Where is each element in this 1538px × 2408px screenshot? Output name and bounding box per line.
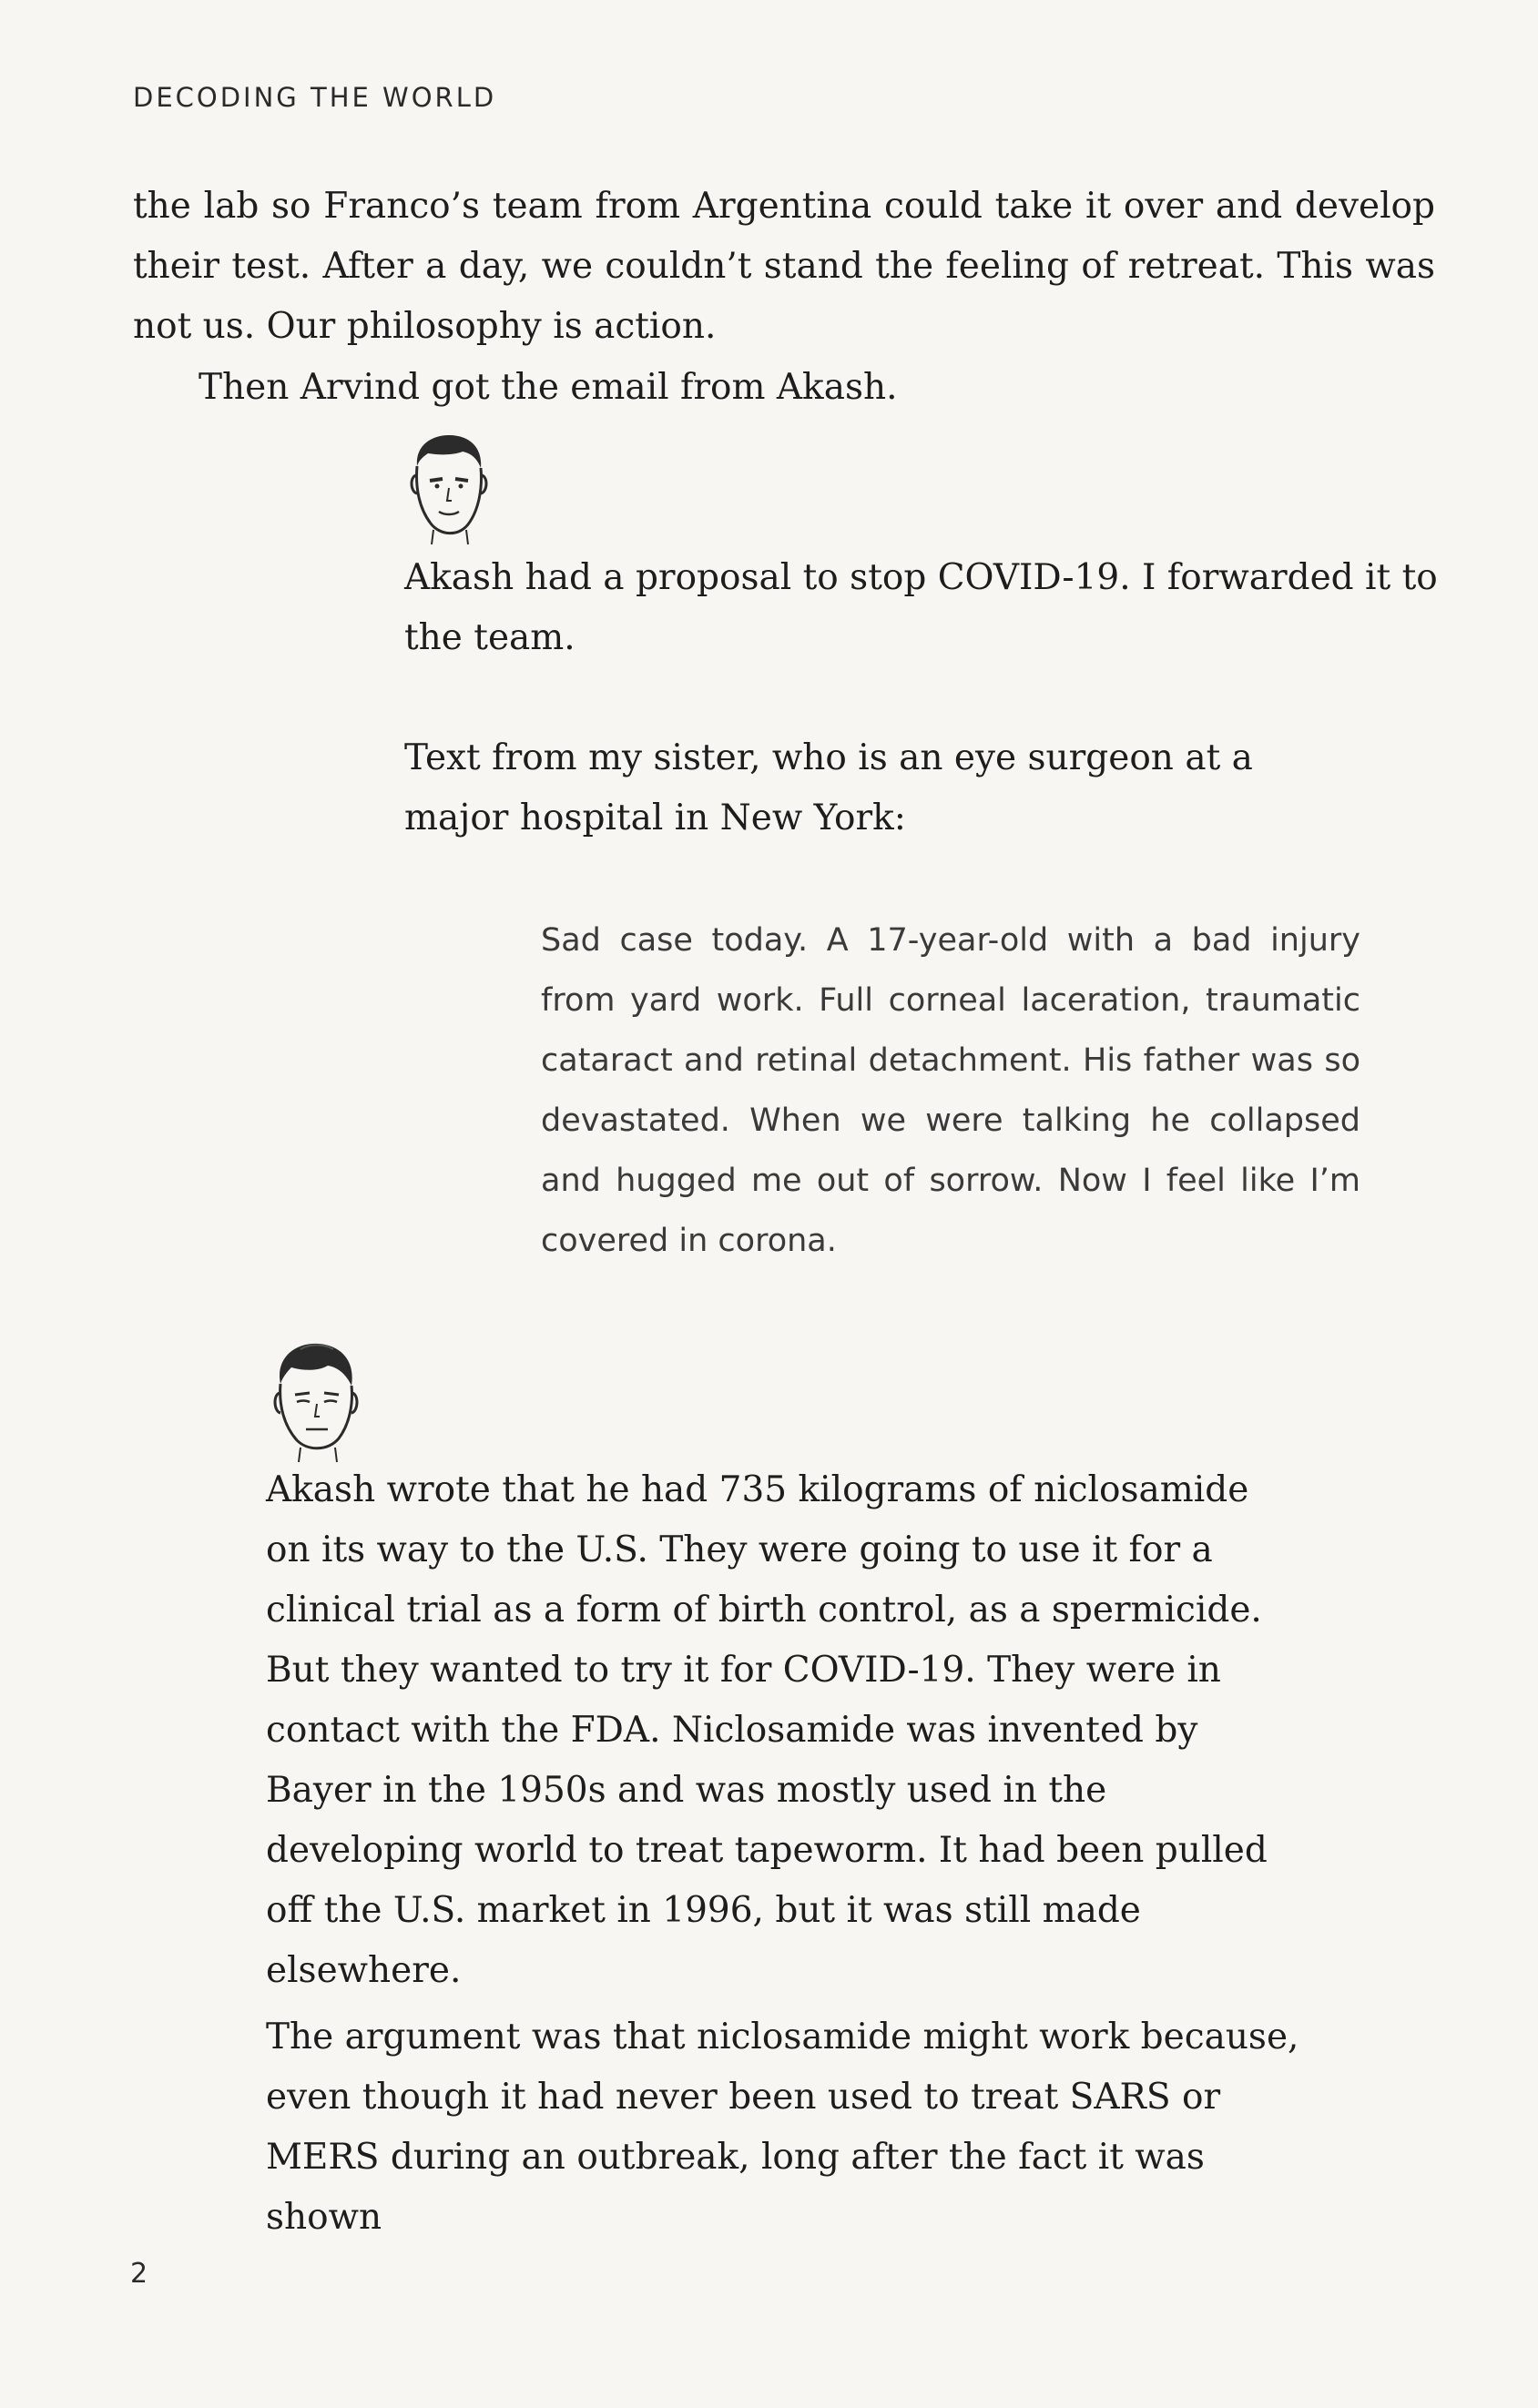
akash-portrait-icon — [264, 1338, 369, 1466]
paragraph-continuation: the lab so Franco’s team from Argentina could take it over and develop their test. After a day, we couldn’t stand the feeling of retreat. This was not us. Our philosophy is action. — [133, 186, 1435, 347]
arvind-portrait-icon — [399, 428, 499, 551]
arvind-paragraph-2: Text from my sister, who is an eye surgeon at a major hospital in New York: — [404, 737, 1253, 838]
paragraph-intro: Then Arvind got the email from Akash. — [199, 367, 898, 408]
running-head: DECODING THE WORLD — [133, 82, 497, 113]
arvind-paragraph-1: Akash had a proposal to stop COVID-19. I forwarded it to the team. — [404, 557, 1438, 658]
akash-paragraph-2: The argument was that niclosamide might work because, even though it had never been used to treat SARS or MERS during an outbreak, long after the fact it was shown — [266, 2017, 1299, 2238]
akash-paragraph-1: Akash wrote that he had 735 kilograms of niclosamide on its way to the U.S. They were going to use it for a clinical trial as a form of birth control, as a spermicide. But they wanted to try it for COVID-19. They were in contact with the FDA. Niclosamide was invented by Bayer in the 1950s and was mostly used in the developing world to treat tapeworm. It had been pulled off the U.S. market in 1996, but it was still made elsewhere. — [266, 1469, 1268, 1991]
page-number: 2 — [130, 2258, 148, 2290]
text-message-quote: Sad case today. A 17-year-old with a bad injury from yard work. Full corneal laceration, traumatic cataract and retinal detachment. His father was so devastated. When we were talking he collapsed and hugged me out of sorrow. Now I feel like I’m covered in corona. — [541, 922, 1360, 1259]
